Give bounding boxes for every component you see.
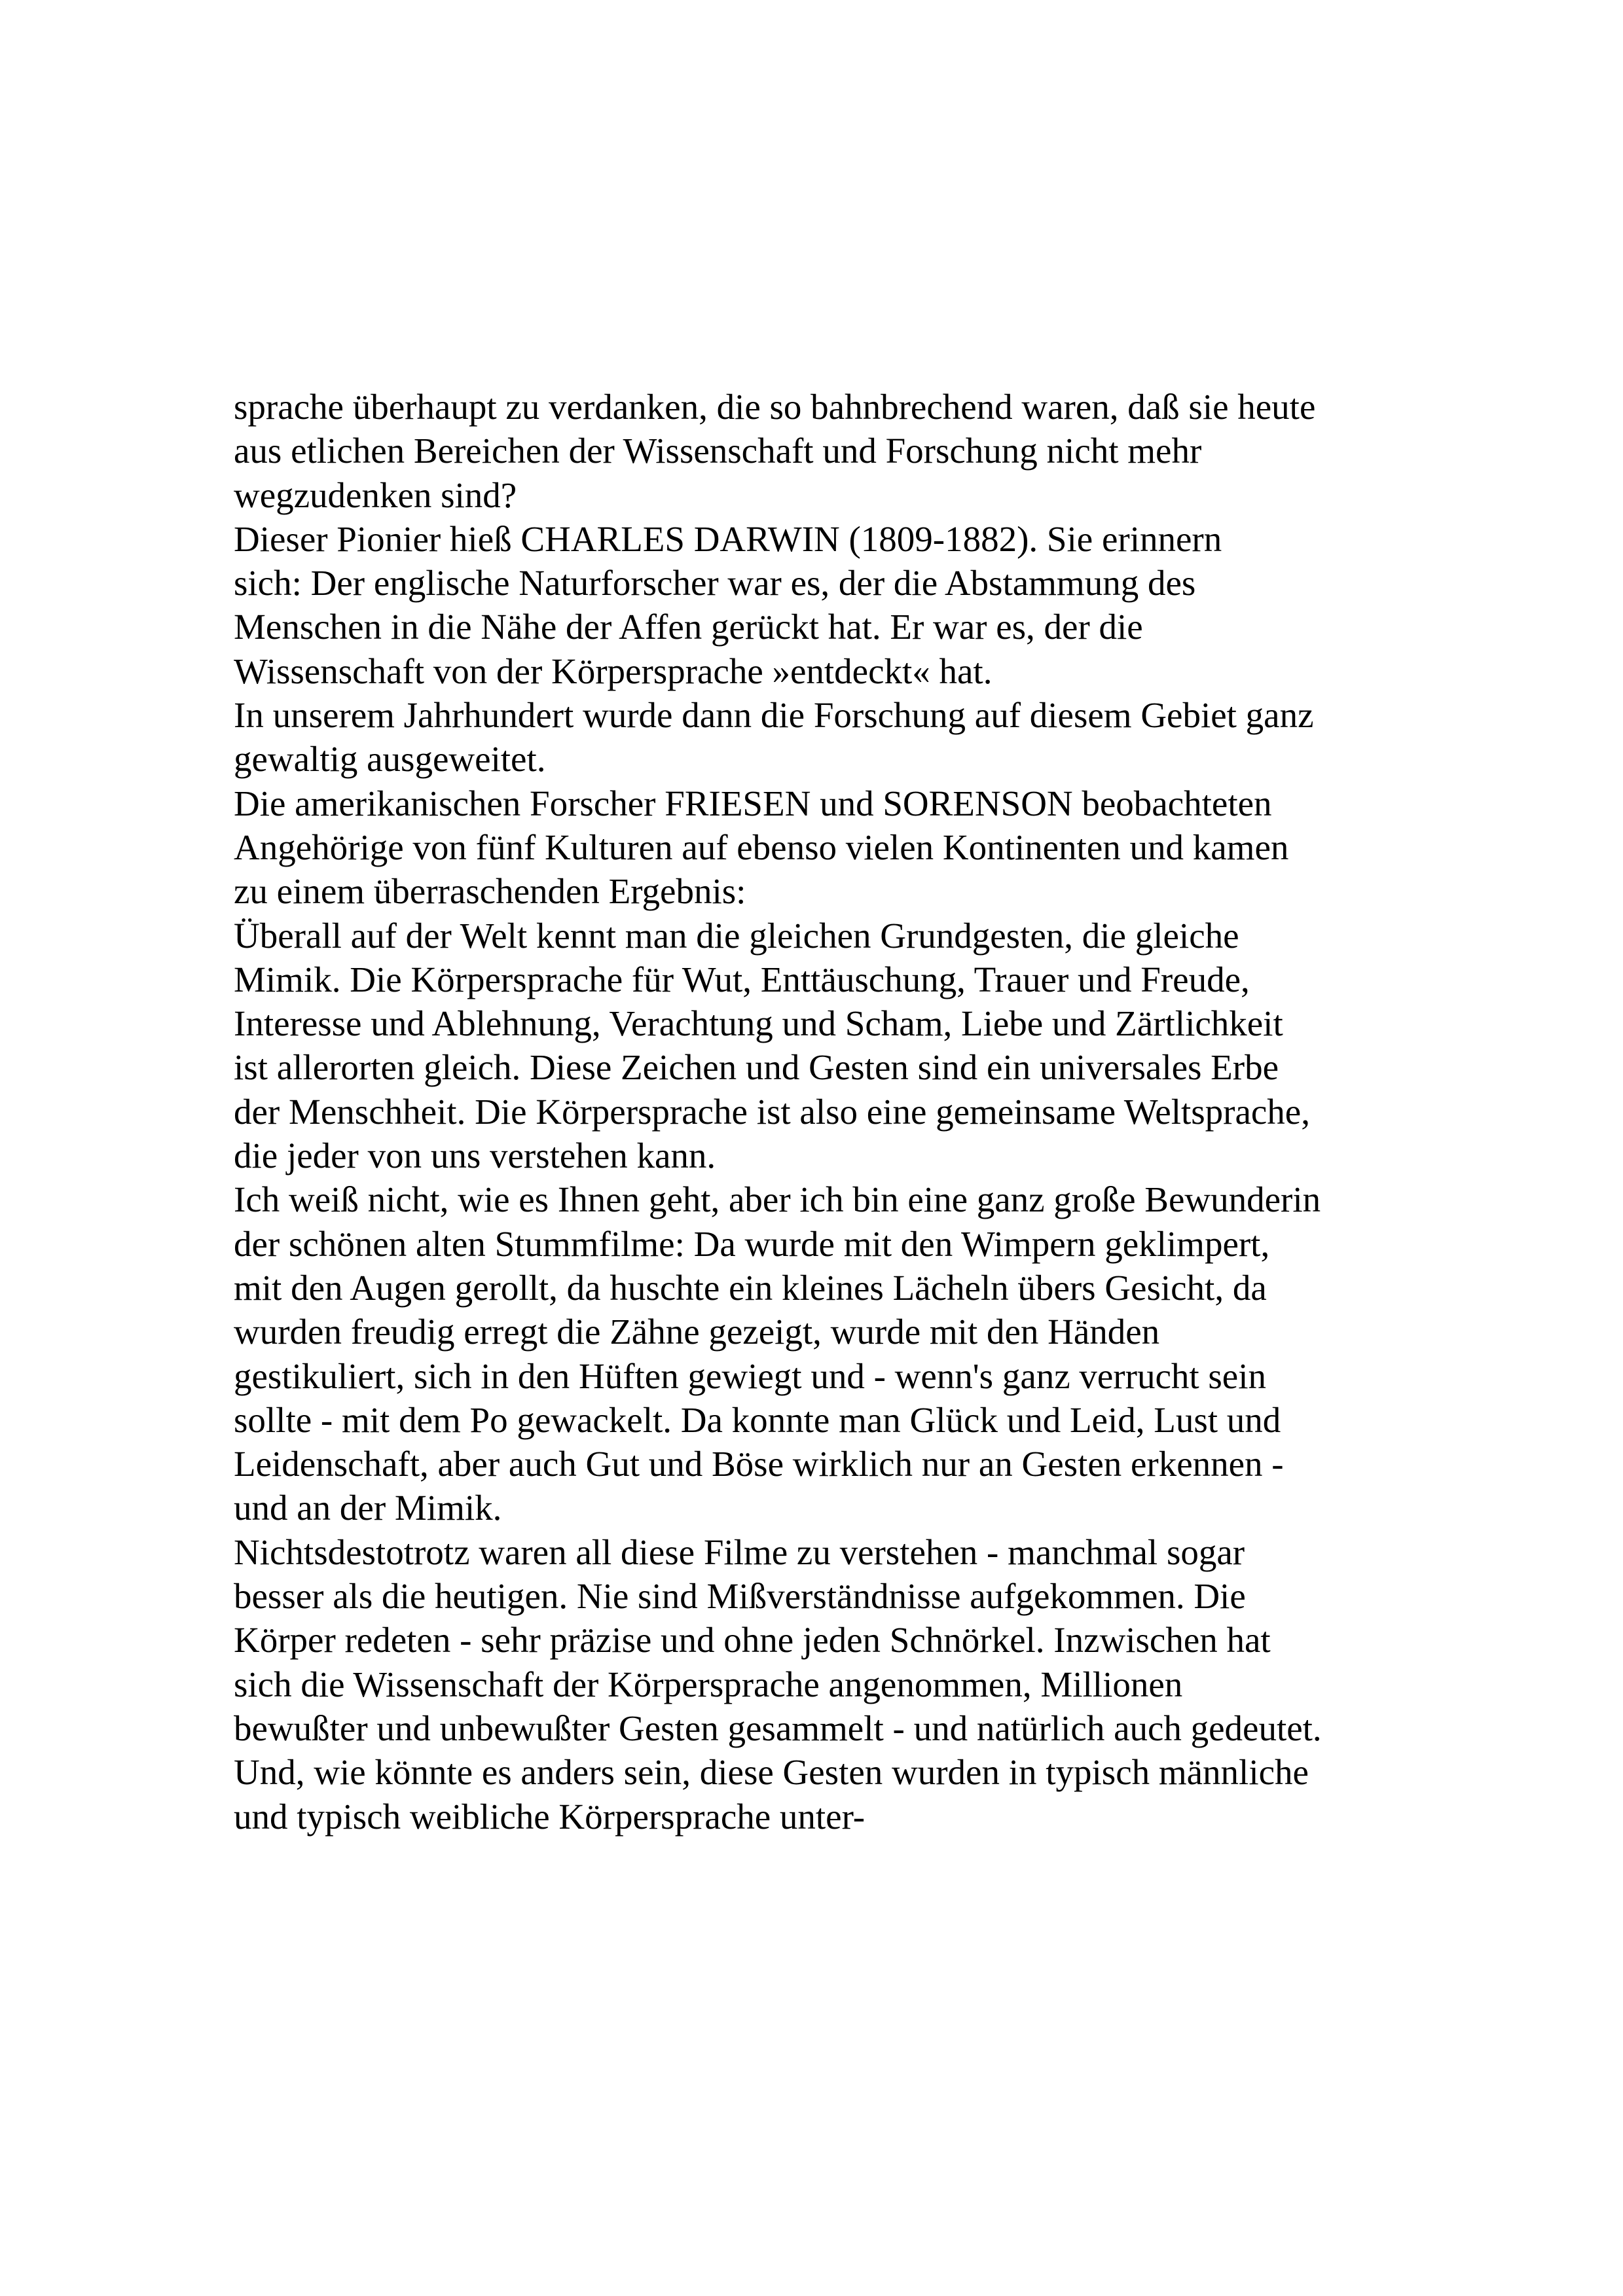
- text-line: Interesse und Ablehnung, Verachtung und Scham, Liebe und Zärtlichkeit: [234, 1003, 1283, 1044]
- text-line: In unserem Jahrhundert wurde dann die Forschung auf diesem Gebiet ganz: [234, 695, 1314, 736]
- text-line: der schönen alten Stummfilme: Da wurde mit den Wimpern geklimpert,: [234, 1223, 1270, 1264]
- text-line: Ich weiß nicht, wie es Ihnen geht, aber ich bin eine ganz große Bewunderin: [234, 1179, 1321, 1220]
- text-line: mit den Augen gerollt, da huschte ein kleines Lächeln übers Gesicht, da: [234, 1267, 1267, 1308]
- text-line: Überall auf der Welt kennt man die gleichen Grundgesten, die gleiche: [234, 915, 1239, 956]
- text-line: sollte - mit dem Po gewackelt. Da konnte man Glück und Leid, Lust und: [234, 1399, 1281, 1440]
- text-line: die jeder von uns verstehen kann.: [234, 1136, 716, 1176]
- text-line: aus etlichen Bereichen der Wissenschaft und Forschung nicht mehr: [234, 431, 1202, 471]
- text-line: Die amerikanischen Forscher FRIESEN und SORENSON beobachteten: [234, 783, 1272, 823]
- text-line: ist allerorten gleich. Diese Zeichen und Gesten sind ein universales Erbe: [234, 1047, 1279, 1088]
- text-line: zu einem überraschenden Ergebnis:: [234, 871, 746, 912]
- body-text: [234, 385, 1399, 1839]
- text-line: Und, wie könnte es anders sein, diese Gesten wurden in typisch männliche: [234, 1752, 1309, 1793]
- text-line: sprache überhaupt zu verdanken, die so bahnbrechend waren, daß sie heute: [234, 387, 1316, 427]
- text-line: Angehörige von fünf Kulturen auf ebenso vielen Kontinenten und kamen: [234, 827, 1289, 867]
- text-line: Menschen in die Nähe der Affen gerückt hat. Er war es, der die: [234, 607, 1143, 647]
- text-line: sich die Wissenschaft der Körpersprache angenommen, Millionen: [234, 1664, 1183, 1704]
- text-line: wegzudenken sind?: [234, 475, 517, 515]
- text-line: gewaltig ausgeweitet.: [234, 739, 546, 780]
- text-line: und typisch weibliche Körpersprache unter-: [234, 1796, 866, 1837]
- text-line: gestikuliert, sich in den Hüften gewiegt und - wenn's ganz verrucht sein: [234, 1355, 1266, 1396]
- text-line: Dieser Pionier hieß CHARLES DARWIN (1809-1882). Sie erinnern: [234, 518, 1222, 559]
- text-line: besser als die heutigen. Nie sind Mißverständnisse aufgekommen. Die: [234, 1576, 1246, 1617]
- text-line: bewußter und unbewußter Gesten gesammelt - und natürlich auch gedeutet.: [234, 1708, 1322, 1748]
- text-line: Leidenschaft, aber auch Gut und Böse wirklich nur an Gesten erkennen -: [234, 1444, 1284, 1484]
- text-line: wurden freudig erregt die Zähne gezeigt, wurde mit den Händen: [234, 1312, 1160, 1352]
- text-line: Mimik. Die Körpersprache für Wut, Enttäuschung, Trauer und Freude,: [234, 959, 1250, 999]
- text-line: und an der Mimik.: [234, 1488, 502, 1528]
- text-line: sich: Der englische Naturforscher war es, der die Abstammung des: [234, 563, 1196, 603]
- text-line: Wissenschaft von der Körpersprache »entdeckt« hat.: [234, 651, 993, 691]
- text-line: Körper redeten - sehr präzise und ohne jeden Schnörkel. Inzwischen hat: [234, 1620, 1271, 1660]
- text-line: der Menschheit. Die Körpersprache ist also eine gemeinsame Weltsprache,: [234, 1091, 1310, 1132]
- text-line: Nichtsdestotrotz waren all diese Filme zu verstehen - manchmal sogar: [234, 1532, 1245, 1572]
